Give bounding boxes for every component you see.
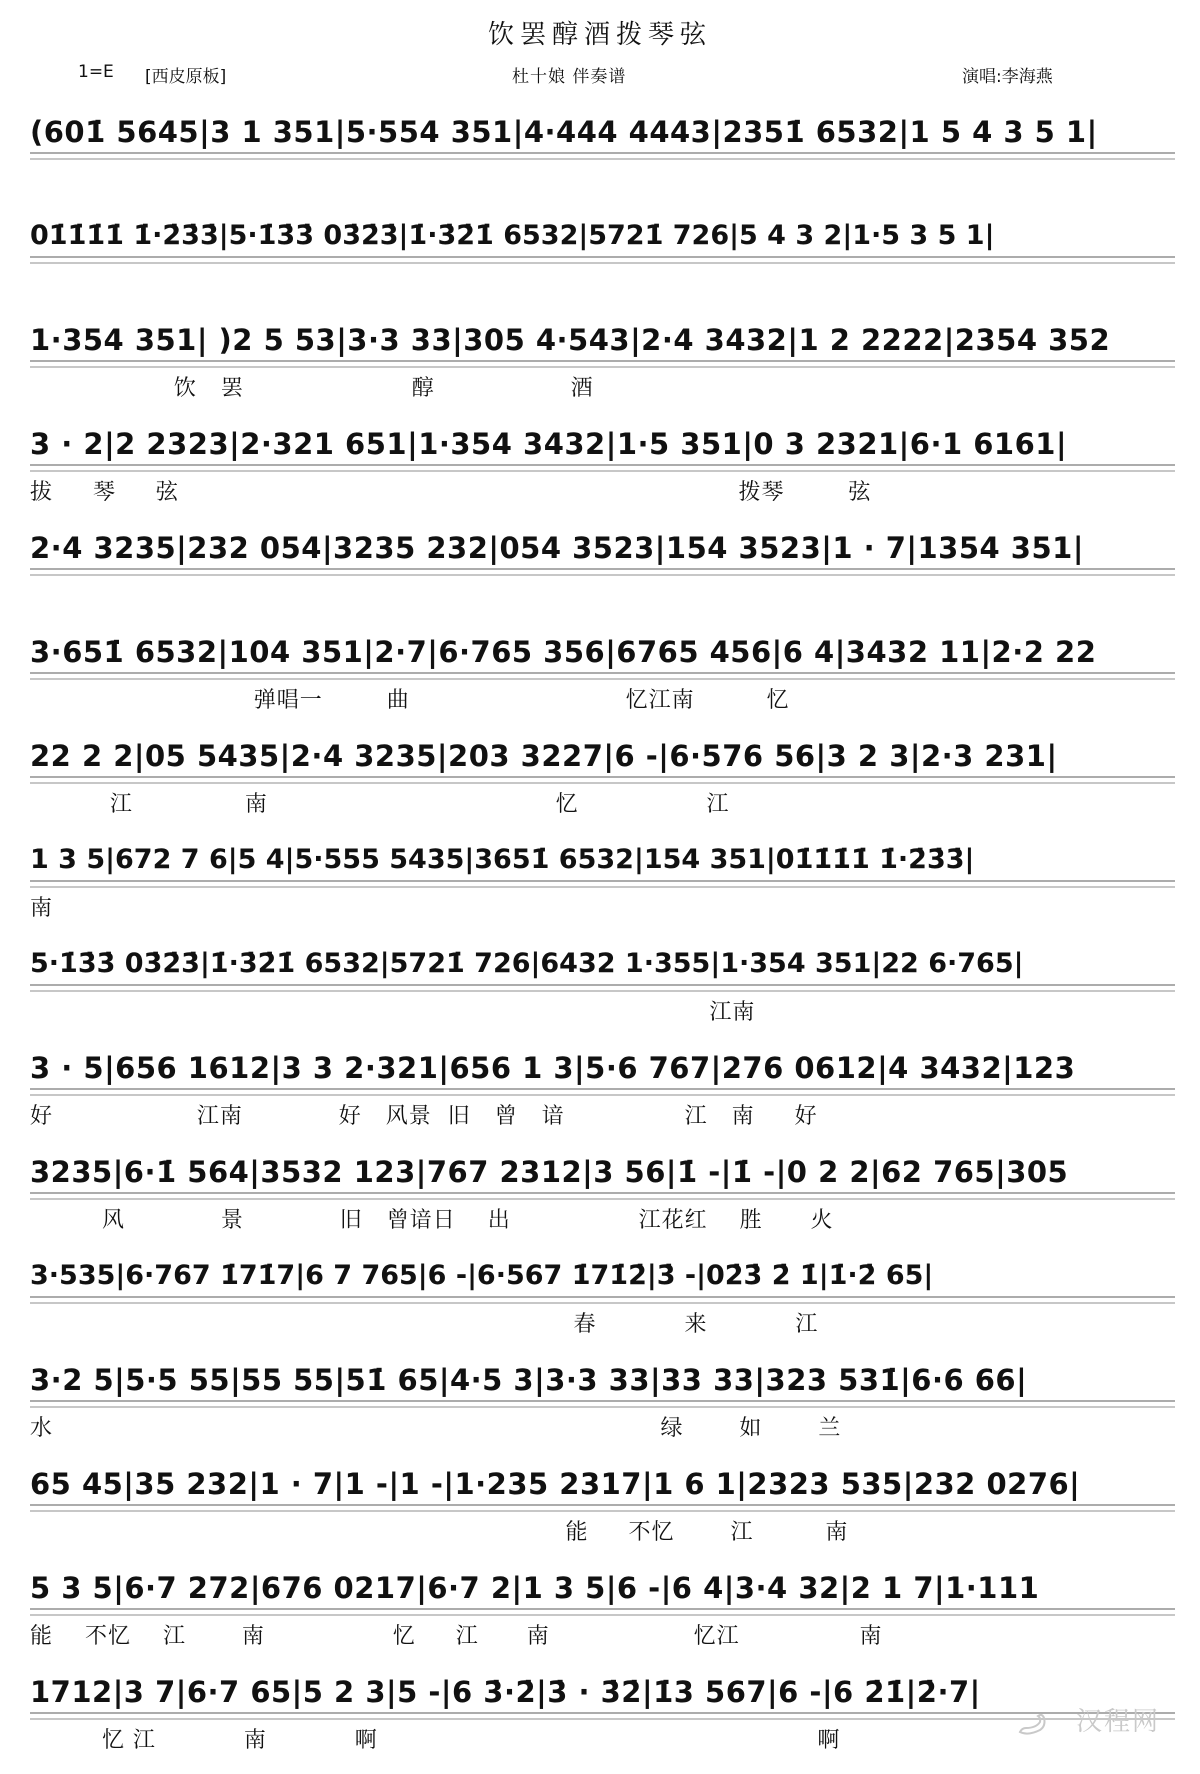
score-meta — [0, 62, 1200, 88]
lyric-line: 江南 — [30, 1000, 756, 1025]
song-title: 饮罢醇酒拨琴弦 — [487, 20, 712, 50]
notation-line: 3 · 2|2 2323|2·321 651|1·354 3432|1·5 351|0 3 2321|6·1 6161| — [30, 427, 1068, 461]
notation-line: 3 · 5|656 1612|3 3 2·321|656 1 3|5·6 767|276 0612|4 3432|123 — [30, 1051, 1076, 1085]
score-system-13 — [30, 1358, 1175, 1462]
notation-line: 3235|6·1̇ 564|3532 123|767 2312|3 56|1̇ -|1̇ -|0 2 2|62 765|305 — [30, 1155, 1069, 1189]
score-system-1 — [30, 110, 1175, 214]
notation-line: 3·535|6·767 1̇71̇7|6 7 765|6 -|6·567 1̇71̇2̇|3̇ -|02̇3̇ 2̇ 1̇|1̇·2̇ 65| — [30, 1260, 934, 1291]
beam-lines — [30, 256, 1175, 264]
beam-lines — [30, 1400, 1175, 1408]
score-system-15 — [30, 1566, 1175, 1670]
lyric-line: 能 不忆 江 南 忆 江 南 忆江 南 — [30, 1624, 883, 1649]
notation-line: 22 2 2|05 5435|2·4 3235|203 3227|6 -|6·576 56|3 2 3|2·3 231| — [30, 739, 1058, 773]
score-system-12 — [30, 1254, 1175, 1358]
score-system-9 — [30, 942, 1175, 1046]
score-system-2 — [30, 214, 1175, 318]
beam-lines — [30, 672, 1175, 680]
mode-label: [西皮原板] — [145, 67, 227, 87]
lyric-line: 风 景 旧 曾谙日 出 江花红 胜 火 — [30, 1208, 834, 1233]
notation-line: (601̇ 5645|3 1 351|5·554 351|4·444 4443|2351̇ 6532|1 5 4 3 5 1| — [30, 115, 1098, 149]
notation-line: 1 3 5|672 7 6|5 4|5·555 5435|3651̇ 6532|154 351|01̇1̇1̇1̇ 1̇·2̇3̇3̇| — [30, 844, 975, 875]
swan-logo-icon — [1016, 1710, 1050, 1738]
key-signature: 1=E — [78, 62, 114, 82]
score-system-4 — [30, 422, 1175, 526]
notation-line: 5 3 5|6·7 272|676 0217|6·7 2|1 3 5|6 -|6 4|3·4 32|2 1 7|1·111 — [30, 1571, 1040, 1605]
notation-line: 1·354 351| )2 5 53|3·3 33|305 4·543|2·4 3432|1 2 2222|2354 352 — [30, 323, 1111, 357]
score-system-3 — [30, 318, 1175, 422]
score-system-10 — [30, 1046, 1175, 1150]
notation-line: 5·1̇3̇3̇ 03̇2̇3̇|1̇·3̇2̇1̇ 6532|5721̇ 726|6432 1·355|1·354 351|22 6·765| — [30, 948, 1024, 979]
lyric-line: 南 — [30, 896, 54, 921]
score-system-16 — [30, 1670, 1175, 1774]
lyric-line: 能 不忆 江 南 — [30, 1520, 849, 1545]
score-system-14 — [30, 1462, 1175, 1566]
notation-line: 1712|3 7|6·7 65|5 2 3|5 -|6 3̇·2̇|3̇ · 3̇2̇|1̇3 567|6 -|6 2̇1̇|2̇·7| — [30, 1675, 981, 1709]
beam-lines — [30, 360, 1175, 368]
beam-lines — [30, 1192, 1175, 1200]
lyric-line: 忆 江 南 啊 啊 — [30, 1728, 841, 1753]
lyric-line: 拔 琴 弦 拨琴 弦 — [30, 480, 872, 505]
notation-score — [30, 110, 1175, 1774]
score-system-6 — [30, 630, 1175, 734]
score-system-5 — [30, 526, 1175, 630]
lyric-line: 水 绿 如 兰 — [30, 1416, 842, 1441]
beam-lines — [30, 880, 1175, 888]
lyric-line — [30, 164, 1175, 198]
singer-credit: 演唱:李海燕 — [962, 67, 1053, 87]
beam-lines — [30, 776, 1175, 784]
lyric-line — [30, 580, 1175, 614]
notation-line: 3·2 5|5·5 55|55 55|51̇ 65|4·5 3|3·3 33|33 33|323 531̇|6·6 66| — [30, 1363, 1028, 1397]
lyric-line: 春 来 江 — [30, 1312, 819, 1337]
score-system-7 — [30, 734, 1175, 838]
notation-line: 3·651̇ 6532|104 351|2·7|6·765 356|6765 456|6 4|3432 11|2·2 22 — [30, 635, 1097, 669]
score-credit: 杜十娘 伴奏谱 — [512, 67, 627, 87]
lyric-line: 江 南 忆 江 — [30, 792, 730, 817]
site-watermark: 汉程网 — [1075, 1707, 1160, 1737]
notation-line: 2·4 3235|232 054|3235 232|054 3523|154 3523|1 · 7|1354 351| — [30, 531, 1084, 565]
beam-lines — [30, 152, 1175, 160]
lyric-line: 饮 罢 醇 酒 — [30, 376, 594, 401]
lyric-line: 好 江南 好 风景 旧 曾 谙 江 南 好 — [30, 1104, 818, 1129]
lyric-line — [30, 268, 1175, 302]
beam-lines — [30, 984, 1175, 992]
notation-line: 65 45|35 232|1 · 7|1 -|1 -|1·235 2317|1 6 1|2323 535|232 0276| — [30, 1467, 1081, 1501]
beam-lines — [30, 464, 1175, 472]
score-system-11 — [30, 1150, 1175, 1254]
score-system-8 — [30, 838, 1175, 942]
beam-lines — [30, 1088, 1175, 1096]
beam-lines — [30, 568, 1175, 576]
beam-lines — [30, 1608, 1175, 1616]
beam-lines — [30, 1504, 1175, 1512]
beam-lines — [30, 1712, 1175, 1720]
lyric-line: 弹唱一 曲 忆江南 忆 — [30, 688, 790, 713]
notation-line: 01̇1̇1̇1̇ 1̇·2̇3̇3̇|5·1̇3̇3̇ 03̇2̇3̇|1̇·3̇2̇1̇ 6532|5721̇ 726|5 4 3 2|1·5 3 5 1| — [30, 220, 995, 251]
beam-lines — [30, 1296, 1175, 1304]
